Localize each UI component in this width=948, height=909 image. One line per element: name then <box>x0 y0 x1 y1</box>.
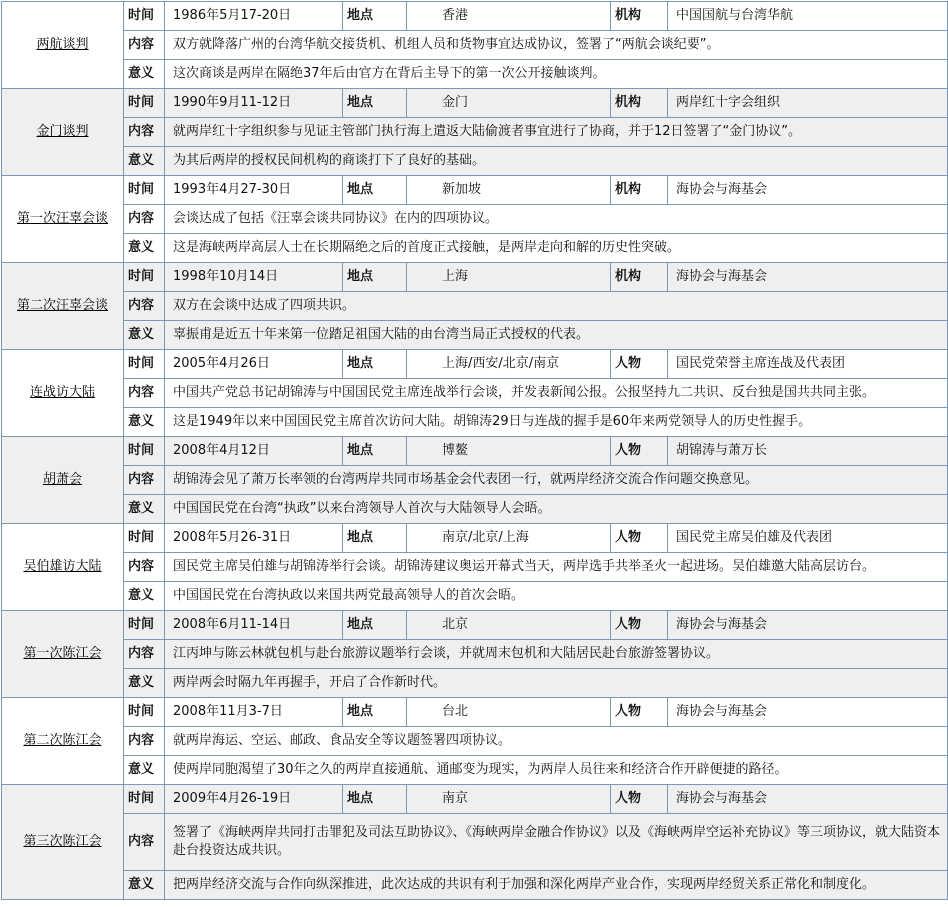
party-label: 人物 <box>611 698 668 727</box>
content-label: 内容 <box>124 466 165 495</box>
event-meaning: 为其后两岸的授权民间机构的商谈打下了良好的基础。 <box>165 147 948 176</box>
event-content: 签署了《海峡两岸共同打击罪犯及司法互助协议》、《海峡两岸金融合作协议》以及《海峡两岸空运补充协议》等三项协议，就大陆资本赴台投资达成共识。 <box>165 814 948 871</box>
event-content-row <box>2 205 948 234</box>
event-name-link[interactable]: 第二次汪辜会谈 <box>16 298 108 313</box>
meaning-label: 意义 <box>124 871 165 900</box>
place-label: 地点 <box>343 2 407 31</box>
event-name-cell[interactable] <box>2 2 124 89</box>
event-meaning-row <box>2 408 948 437</box>
place-label: 地点 <box>343 176 407 205</box>
event-party: 国民党主席吴伯雄及代表团 <box>668 524 948 553</box>
event-name-link[interactable]: 第一次汪辜会谈 <box>16 211 108 226</box>
event-meaning-row <box>2 582 948 611</box>
content-label: 内容 <box>124 31 165 60</box>
party-label: 人物 <box>611 524 668 553</box>
event-content-row <box>2 814 948 871</box>
event-content: 中国共产党总书记胡锦涛与中国国民党主席连战举行会谈，并发表新闻公报。公报坚持九二共识、反台独是国共共同主张。 <box>165 379 948 408</box>
event-meaning-row <box>2 60 948 89</box>
event-party: 胡锦涛与萧万长 <box>668 437 948 466</box>
meaning-label: 意义 <box>124 756 165 785</box>
event-name-link[interactable]: 第二次陈江会 <box>23 733 102 748</box>
event-place: 北京 <box>407 611 611 640</box>
meaning-label: 意义 <box>124 408 165 437</box>
event-time: 2009年4月26-19日 <box>165 785 343 814</box>
content-label: 内容 <box>124 118 165 147</box>
event-name-link[interactable]: 胡萧会 <box>42 472 82 487</box>
content-label: 内容 <box>124 814 165 871</box>
event-meaning-row <box>2 321 948 350</box>
meaning-label: 意义 <box>124 321 165 350</box>
event-place: 香港 <box>407 2 611 31</box>
event-content-row <box>2 727 948 756</box>
event-party: 国民党荣誉主席连战及代表团 <box>668 350 948 379</box>
event-place: 上海/西安/北京/南京 <box>407 350 611 379</box>
event-content-row <box>2 553 948 582</box>
event-party: 海协会与海基会 <box>668 611 948 640</box>
event-meaning: 把两岸经济交流与合作向纵深推进，此次达成的共识有利于加强和深化两岸产业合作，实现两岸经贸关系正常化和制度化。 <box>165 871 948 900</box>
time-label: 时间 <box>124 2 165 31</box>
event-content: 江丙坤与陈云林就包机与赴台旅游议题举行会谈，并就周末包机和大陆居民赴台旅游签署协议。 <box>165 640 948 669</box>
event-content-row <box>2 31 948 60</box>
event-meaning: 中国国民党在台湾执政以来国共两党最高领导人的首次会晤。 <box>165 582 948 611</box>
event-content-row <box>2 379 948 408</box>
event-name-cell[interactable] <box>2 524 124 611</box>
event-time-row <box>2 698 948 727</box>
content-label: 内容 <box>124 292 165 321</box>
event-meaning: 使两岸同胞渴望了30年之久的两岸直接通航、通邮变为现实，为两岸人员往来和经济合作开辟便捷的路径。 <box>165 756 948 785</box>
event-time: 1993年4月27-30日 <box>165 176 343 205</box>
event-time: 2008年6月11-14日 <box>165 611 343 640</box>
event-meaning-row <box>2 871 948 900</box>
place-label: 地点 <box>343 89 407 118</box>
meaning-label: 意义 <box>124 669 165 698</box>
event-time-row <box>2 785 948 814</box>
time-label: 时间 <box>124 785 165 814</box>
time-label: 时间 <box>124 524 165 553</box>
meaning-label: 意义 <box>124 147 165 176</box>
party-label: 机构 <box>611 263 668 292</box>
time-label: 时间 <box>124 698 165 727</box>
event-name-link[interactable]: 连战访大陆 <box>29 385 95 400</box>
event-content: 国民党主席吴伯雄与胡锦涛举行会谈。胡锦涛建议奥运开幕式当天，两岸选手共举圣火一起进场。吴伯雄邀大陆高层访台。 <box>165 553 948 582</box>
event-name-cell[interactable] <box>2 263 124 350</box>
event-name-link[interactable]: 第一次陈江会 <box>23 646 102 661</box>
party-label: 人物 <box>611 437 668 466</box>
time-label: 时间 <box>124 611 165 640</box>
time-label: 时间 <box>124 263 165 292</box>
event-meaning: 两岸两会时隔九年再握手，开启了合作新时代。 <box>165 669 948 698</box>
time-label: 时间 <box>124 350 165 379</box>
content-label: 内容 <box>124 205 165 234</box>
event-time: 2005年4月26日 <box>165 350 343 379</box>
place-label: 地点 <box>343 611 407 640</box>
place-label: 地点 <box>343 263 407 292</box>
event-party: 两岸红十字会组织 <box>668 89 948 118</box>
event-time-row <box>2 524 948 553</box>
content-label: 内容 <box>124 727 165 756</box>
event-name-cell[interactable] <box>2 89 124 176</box>
event-content: 就两岸红十字组织参与见证主管部门执行海上遣返大陆偷渡者事宜进行了协商，并于12日签署了“金门协议”。 <box>165 118 948 147</box>
event-content: 双方在会谈中达成了四项共识。 <box>165 292 948 321</box>
event-time-row <box>2 176 948 205</box>
event-party: 海协会与海基会 <box>668 698 948 727</box>
time-label: 时间 <box>124 89 165 118</box>
event-name-cell[interactable] <box>2 611 124 698</box>
event-content-row <box>2 118 948 147</box>
event-party: 中国国航与台湾华航 <box>668 2 948 31</box>
event-meaning-row <box>2 669 948 698</box>
place-label: 地点 <box>343 437 407 466</box>
event-time-row <box>2 89 948 118</box>
meaning-label: 意义 <box>124 60 165 89</box>
event-party: 海协会与海基会 <box>668 785 948 814</box>
place-label: 地点 <box>343 698 407 727</box>
event-name-cell[interactable] <box>2 350 124 437</box>
event-name-link[interactable]: 吴伯雄访大陆 <box>23 559 102 574</box>
event-meaning-row <box>2 147 948 176</box>
events-table <box>1 1 948 900</box>
event-name-cell[interactable] <box>2 785 124 900</box>
event-time-row <box>2 350 948 379</box>
content-label: 内容 <box>124 379 165 408</box>
event-time-row <box>2 437 948 466</box>
event-name-link[interactable]: 两航谈判 <box>36 37 89 52</box>
event-content: 双方就降落广州的台湾华航交接货机、机组人员和货物事宜达成协议，签署了“两航会谈纪要”。 <box>165 31 948 60</box>
event-meaning-row <box>2 234 948 263</box>
event-time: 2008年4月12日 <box>165 437 343 466</box>
event-place: 上海 <box>407 263 611 292</box>
event-meaning-row <box>2 756 948 785</box>
event-meaning: 这是1949年以来中国国民党主席首次访问大陆。胡锦涛29日与连战的握手是60年来两党领导人的历史性握手。 <box>165 408 948 437</box>
event-place: 金门 <box>407 89 611 118</box>
content-label: 内容 <box>124 553 165 582</box>
event-meaning: 这次商谈是两岸在隔绝37年后由官方在背后主导下的第一次公开接触谈判。 <box>165 60 948 89</box>
event-content-row <box>2 466 948 495</box>
event-place: 博鳌 <box>407 437 611 466</box>
content-label: 内容 <box>124 640 165 669</box>
party-label: 机构 <box>611 176 668 205</box>
meaning-label: 意义 <box>124 495 165 524</box>
event-content: 胡锦涛会见了萧万长率领的台湾两岸共同市场基金会代表团一行，就两岸经济交流合作问题交换意见。 <box>165 466 948 495</box>
place-label: 地点 <box>343 524 407 553</box>
party-label: 人物 <box>611 350 668 379</box>
event-time-row <box>2 263 948 292</box>
event-meaning: 辜振甫是近五十年来第一位踏足祖国大陆的由台湾当局正式授权的代表。 <box>165 321 948 350</box>
event-time-row <box>2 611 948 640</box>
event-name-link[interactable]: 第三次陈江会 <box>23 834 102 849</box>
place-label: 地点 <box>343 785 407 814</box>
meaning-label: 意义 <box>124 582 165 611</box>
event-meaning-row <box>2 495 948 524</box>
event-meaning: 这是海峡两岸高层人士在长期隔绝之后的首度正式接触，是两岸走向和解的历史性突破。 <box>165 234 948 263</box>
event-content: 就两岸海运、空运、邮政、食品安全等议题签署四项协议。 <box>165 727 948 756</box>
party-label: 机构 <box>611 89 668 118</box>
event-time: 1990年9月11-12日 <box>165 89 343 118</box>
party-label: 人物 <box>611 611 668 640</box>
meaning-label: 意义 <box>124 234 165 263</box>
event-name-cell[interactable] <box>2 698 124 785</box>
event-time: 2008年11月3-7日 <box>165 698 343 727</box>
event-party: 海协会与海基会 <box>668 263 948 292</box>
time-label: 时间 <box>124 176 165 205</box>
event-name-cell[interactable] <box>2 176 124 263</box>
event-name-link[interactable]: 金门谈判 <box>36 124 89 139</box>
event-party: 海协会与海基会 <box>668 176 948 205</box>
event-time: 2008年5月26-31日 <box>165 524 343 553</box>
time-label: 时间 <box>124 437 165 466</box>
event-place: 南京/北京/上海 <box>407 524 611 553</box>
event-time-row <box>2 2 948 31</box>
party-label: 机构 <box>611 2 668 31</box>
place-label: 地点 <box>343 350 407 379</box>
party-label: 人物 <box>611 785 668 814</box>
event-content-row <box>2 640 948 669</box>
event-place: 台北 <box>407 698 611 727</box>
event-meaning: 中国国民党在台湾“执政”以来台湾领导人首次与大陆领导人会晤。 <box>165 495 948 524</box>
event-time: 1998年10月14日 <box>165 263 343 292</box>
event-place: 新加坡 <box>407 176 611 205</box>
event-time: 1986年5月17-20日 <box>165 2 343 31</box>
event-content: 会谈达成了包括《汪辜会谈共同协议》在内的四项协议。 <box>165 205 948 234</box>
event-content-row <box>2 292 948 321</box>
event-place: 南京 <box>407 785 611 814</box>
event-name-cell[interactable] <box>2 437 124 524</box>
